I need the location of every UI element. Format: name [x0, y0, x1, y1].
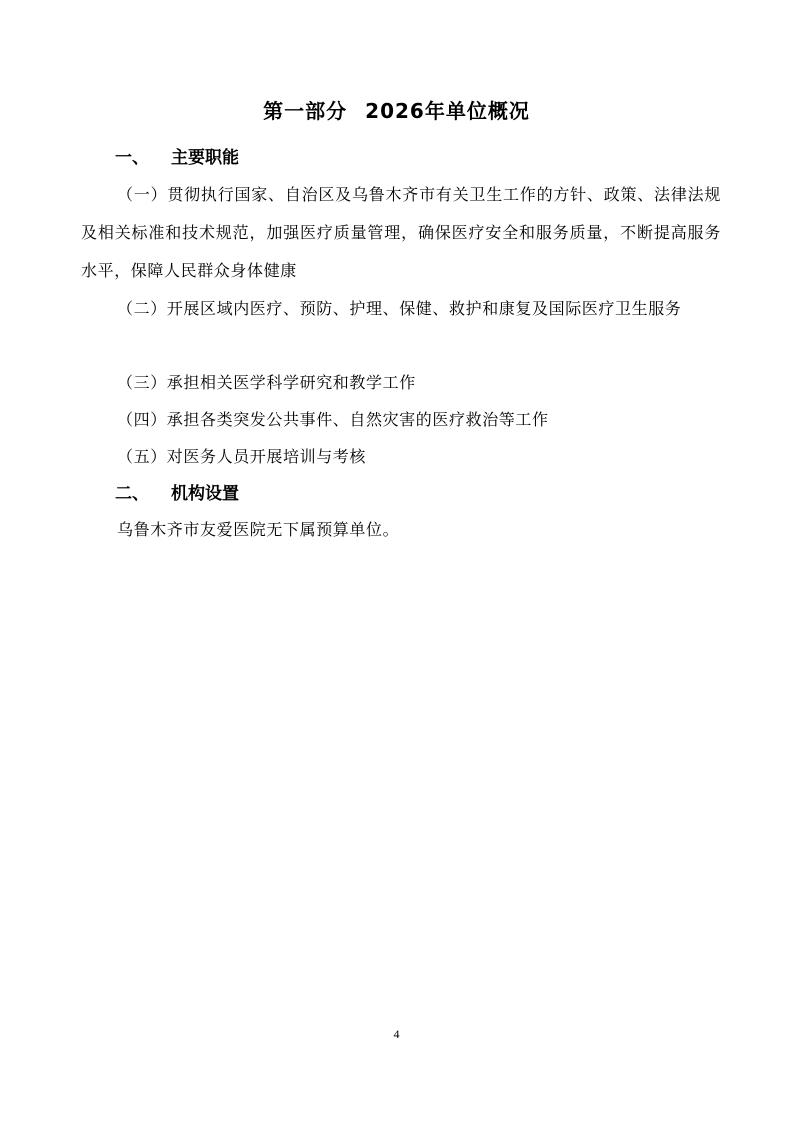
title-main: 2026年单位概况 [365, 99, 530, 123]
function-item-2: （二）开展区域内医疗、预防、护理、保健、救护和康复及国际医疗卫生服务 [117, 299, 682, 318]
organization-text: 乌鲁木齐市友爱医院无下属预算单位。 [117, 520, 400, 539]
section-title: 主要职能 [171, 148, 239, 168]
page-number: 4 [393, 1027, 400, 1041]
section-heading-functions [115, 146, 239, 170]
function-item-5: （五）对医务人员开展培训与考核 [117, 447, 367, 466]
section-heading-organization [115, 482, 239, 506]
function-item-4: （四）承担各类突发公共事件、自然灾害的医疗救治等工作 [117, 410, 549, 429]
page-title [0, 97, 793, 125]
function-item-3: （三）承担相关医学科学研究和教学工作 [117, 373, 416, 392]
function-item-1: （一）贯彻执行国家、自治区及乌鲁木齐市有关卫生工作的方针、政策、法律法规及相关标准和技术规范，加强医疗质量管理，确保医疗安全和服务质量，不断提高服务水平，保障人民群众身体健康 [81, 185, 721, 280]
section-number: 一、 [115, 148, 149, 168]
title-part: 第一部分 [263, 99, 348, 123]
section-number: 二、 [115, 484, 149, 504]
section-title: 机构设置 [171, 484, 239, 504]
